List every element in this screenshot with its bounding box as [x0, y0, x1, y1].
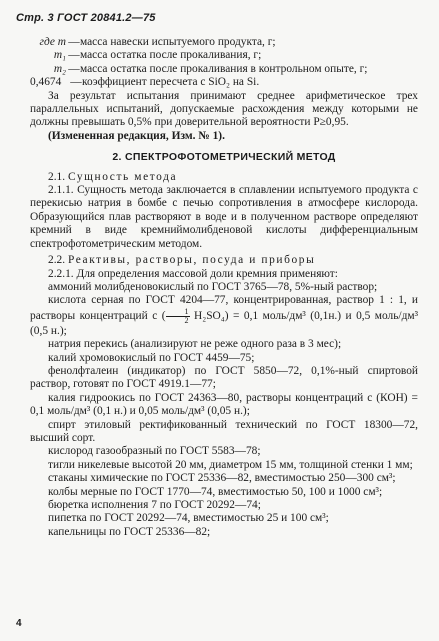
definition-coefficient: 0,4674 — коэффициент пересчета с SiO₂ на Si.: [30, 76, 418, 89]
paragraph-2-1-1: 2.1.1. Сущность метода заключается в сплавлении испытуемого продукта с перекисью натрия в бомбе с печью сопротивления в атмосфере кислорода. Образующийся плав растворяют в воде и в полученном растворе определяют кремний в виде кремниймолибденовой кислоты дифференциальным спектрофотометрическим методом.: [30, 184, 418, 250]
result-paragraph: За результат испытания принимают среднее арифметическое трех параллельных испытаний, допускаемые расхождения между которыми не должны превышать 0,5% при доверительной вероятности P≥0,95.: [30, 89, 418, 129]
definition-symbol: где m: [39, 36, 66, 48]
subsection-title: Реактивы, растворы, посуда и приборы: [67, 254, 316, 267]
subsection-number: 2.2.: [48, 254, 66, 267]
item-volumetric-flasks: колбы мерные по ГОСТ 1770—74, вместимостью 50, 100 и 1000 см³;: [48, 485, 383, 498]
page-number: 4: [16, 618, 22, 629]
definition-symbol: m₁: [53, 49, 66, 62]
item-pipette: пипетка по ГОСТ 20292—74, вместимостью 25 и 100 см³;: [48, 512, 329, 525]
item-sulfuric-acid: кислота серная по ГОСТ 4204—77, концентрированная, раствор 1 : 1, и растворы концентраций с ( $\frac{1}{2}$ H₂SO₄) = 0,1 моль/дм³ (0,1н.) и 0,5 моль/дм³ (0,5 н.);: [30, 294, 419, 337]
subsection-number: 2.1.: [48, 170, 66, 183]
definition-symbol: m₂: [53, 62, 66, 75]
definition-text: масса остатка после прокаливания, г;: [80, 49, 262, 62]
item-potassium-hydroxide: калия гидроокись по ГОСТ 24363—80, растворы концентраций с (КОН) = 0,1 моль/дм³ (0,1 н.) и 0,05 моль/дм³ (0,05 н.);: [30, 391, 418, 418]
item-phenolphthalein: фенолфталеин (индикатор) по ГОСТ 5850—72, 0,1%-ный спиртовой раствор, готовят по ГОСТ 4919.1—77;: [30, 364, 418, 391]
subsection-2-1-heading: [30, 171, 418, 184]
item-ammonium: аммоний молибденовокислый по ГОСТ 3765—78, 5%-ный раствор;: [48, 280, 378, 293]
item-droppers: капельницы по ГОСТ 25336—82;: [48, 525, 211, 538]
document-body: [30, 36, 418, 539]
coefficient-text: коэффициент пересчета с SiO₂ на Si.: [82, 76, 260, 89]
item-sodium-peroxide: натрия перекись (анализируют не реже одного раза в 3 мес);: [48, 338, 342, 351]
item-burette: бюретка исполнения 7 по ГОСТ 20292—74;: [48, 499, 261, 511]
item-ethanol: спирт этиловый ректификованный технический по ГОСТ 18300—72, высший сорт.: [30, 418, 418, 444]
amendment-note: (Измененная редакция, Изм. № 1).: [48, 129, 225, 142]
definition-m: где m — масса навески испытуемого продукта, г;: [30, 36, 418, 49]
section-title: 2. СПЕКТРОФОТОМЕТРИЧЕСКИЙ МЕТОД: [112, 151, 336, 164]
item-potassium-chromate: калий хромовокислый по ГОСТ 4459—75;: [48, 351, 255, 364]
coefficient-value: 0,4674: [30, 76, 62, 89]
subsection-2-2-heading: [30, 254, 418, 267]
item-oxygen: кислород газообразный по ГОСТ 5583—78;: [48, 445, 261, 458]
fraction-one-half: $\frac{1}{2}$: [166, 308, 190, 325]
definition-m2: m₂ — масса остатка после прокаливания в контрольном опыте, г;: [30, 63, 418, 76]
subsection-title: Сущность метода: [67, 170, 178, 183]
definition-m1: m₁ — масса остатка после прокаливания, г;: [30, 49, 418, 62]
definition-text: масса остатка после прокаливания в контрольном опыте, г;: [80, 62, 368, 75]
paragraph-2-2-1: 2.2.1. Для определения массовой доли кремния применяют:: [48, 267, 338, 280]
definition-text: масса навески испытуемого продукта, г;: [80, 36, 276, 48]
page-header: Стр. 3 ГОСТ 20841.2—75: [16, 12, 156, 24]
item-beakers: стаканы химические по ГОСТ 25336—82, вместимостью 250—300 см³;: [48, 472, 396, 485]
item-nickel-crucibles: тигли никелевые высотой 20 мм, диаметром 15 мм, толщиной стенки 1 мм;: [48, 458, 413, 471]
